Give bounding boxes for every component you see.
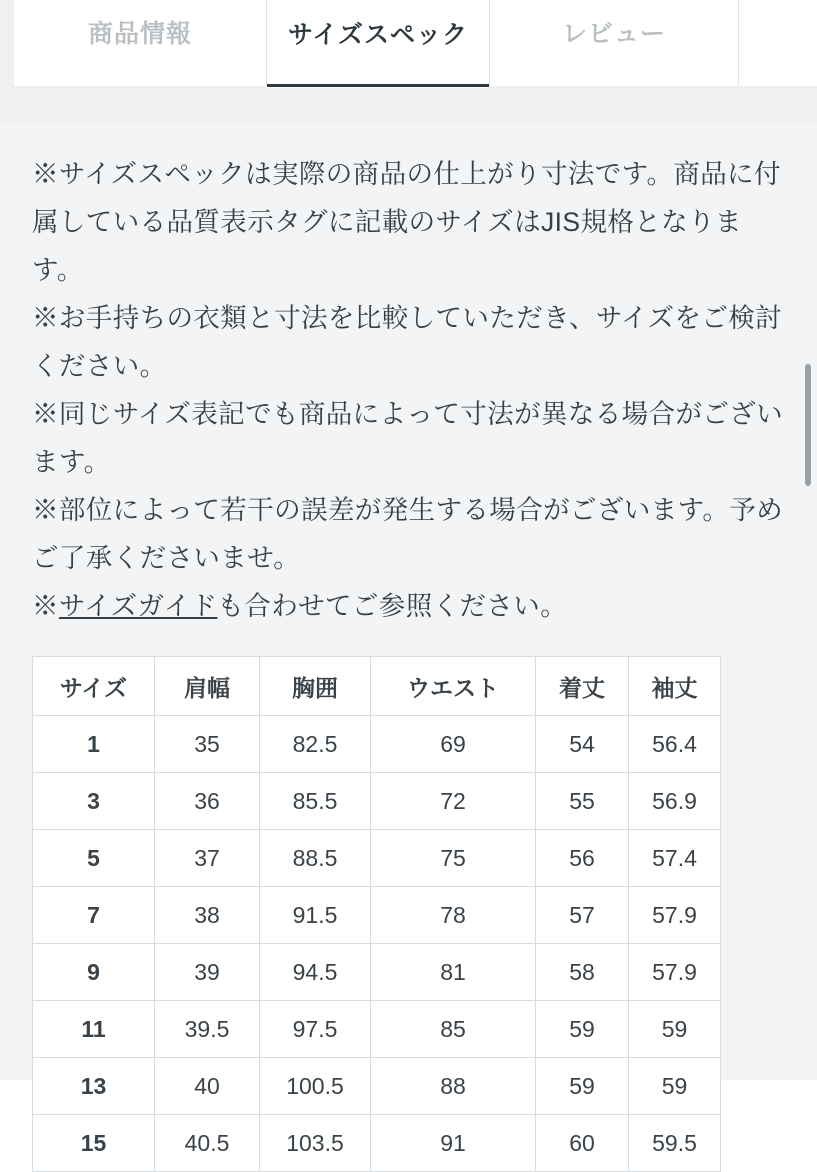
table-row xyxy=(33,773,721,830)
cell-sleeve: 59 xyxy=(629,1058,721,1115)
column-header-size: サイズ xyxy=(33,657,155,716)
note-line-2: ※お手持ちの衣類と寸法を比較していただき、サイズをご検討ください。 xyxy=(32,303,783,381)
cell-bust: 94.5 xyxy=(260,944,371,1001)
cell-length: 60 xyxy=(536,1115,629,1172)
cell-sleeve: 57.4 xyxy=(629,830,721,887)
table-row xyxy=(33,1115,721,1172)
cell-waist: 72 xyxy=(371,773,536,830)
active-tab-indicator xyxy=(267,84,489,87)
cell-size: 15 xyxy=(33,1115,155,1172)
cell-size: 1 xyxy=(33,716,155,773)
cell-bust: 85.5 xyxy=(260,773,371,830)
tab-overflow[interactable] xyxy=(738,0,817,86)
cell-shoulder: 37 xyxy=(155,830,260,887)
tab-bar xyxy=(0,0,817,86)
page-scrollbar-thumb[interactable] xyxy=(805,364,811,486)
cell-shoulder: 40.5 xyxy=(155,1115,260,1172)
cell-bust: 100.5 xyxy=(260,1058,371,1115)
cell-length: 59 xyxy=(536,1001,629,1058)
cell-shoulder: 39.5 xyxy=(155,1001,260,1058)
note-line-5-prefix: ※ xyxy=(32,591,59,621)
column-header-bust: 胸囲 xyxy=(260,657,371,716)
cell-sleeve: 56.9 xyxy=(629,773,721,830)
cell-sleeve: 57.9 xyxy=(629,887,721,944)
column-header-sleeve: 袖丈 xyxy=(629,657,721,716)
size-spec-table xyxy=(32,656,721,1172)
cell-length: 59 xyxy=(536,1058,629,1115)
cell-shoulder: 38 xyxy=(155,887,260,944)
cell-waist: 91 xyxy=(371,1115,536,1172)
tab-size-spec-label: サイズスペック xyxy=(287,21,468,49)
cell-waist: 81 xyxy=(371,944,536,1001)
cell-sleeve: 59.5 xyxy=(629,1115,721,1172)
cell-waist: 88 xyxy=(371,1058,536,1115)
cell-size: 5 xyxy=(33,830,155,887)
table-row xyxy=(33,1001,721,1058)
table-row xyxy=(33,1058,721,1115)
cell-size: 9 xyxy=(33,944,155,1001)
column-header-waist: ウエスト xyxy=(371,657,536,716)
cell-length: 56 xyxy=(536,830,629,887)
cell-sleeve: 59 xyxy=(629,1001,721,1058)
note-line-3: ※同じサイズ表記でも商品によって寸法が異なる場合がございます。 xyxy=(32,399,784,477)
size-spec-panel xyxy=(0,122,817,1156)
note-line-4: ※部位によって若干の誤差が発生する場合がございます。予めご了承くださいませ。 xyxy=(32,495,784,573)
cell-size: 11 xyxy=(33,1001,155,1058)
size-spec-notes xyxy=(32,150,785,630)
cell-shoulder: 35 xyxy=(155,716,260,773)
cell-shoulder: 40 xyxy=(155,1058,260,1115)
size-guide-link[interactable]: サイズガイド xyxy=(58,591,218,621)
cell-length: 54 xyxy=(536,716,629,773)
table-header-row xyxy=(33,657,721,716)
cell-length: 55 xyxy=(536,773,629,830)
column-header-shoulder: 肩幅 xyxy=(155,657,260,716)
cell-length: 58 xyxy=(536,944,629,1001)
cell-shoulder: 36 xyxy=(155,773,260,830)
cell-size: 3 xyxy=(33,773,155,830)
tab-size-spec[interactable] xyxy=(267,0,489,88)
note-line-5-suffix: も合わせてご参照ください。 xyxy=(217,591,568,621)
cell-bust: 97.5 xyxy=(260,1001,371,1058)
cell-size: 13 xyxy=(33,1058,155,1115)
cell-bust: 103.5 xyxy=(260,1115,371,1172)
note-line-5 xyxy=(32,582,785,630)
page-scrollbar[interactable] xyxy=(808,122,814,1080)
note-line-1: ※サイズスペックは実際の商品の仕上がり寸法です。商品に付属している品質表示タグに記載のサイズはJIS規格となります。 xyxy=(32,159,781,285)
tab-product-info[interactable] xyxy=(14,0,267,86)
cell-waist: 85 xyxy=(371,1001,536,1058)
cell-sleeve: 56.4 xyxy=(629,716,721,773)
column-header-length: 着丈 xyxy=(536,657,629,716)
cell-bust: 91.5 xyxy=(260,887,371,944)
cell-sleeve: 57.9 xyxy=(629,944,721,1001)
cell-bust: 82.5 xyxy=(260,716,371,773)
cell-waist: 78 xyxy=(371,887,536,944)
cell-bust: 88.5 xyxy=(260,830,371,887)
table-row xyxy=(33,944,721,1001)
cell-shoulder: 39 xyxy=(155,944,260,1001)
tab-product-info-label: 商品情報 xyxy=(87,20,192,48)
table-row xyxy=(33,716,721,773)
cell-length: 57 xyxy=(536,887,629,944)
cell-waist: 75 xyxy=(371,830,536,887)
tab-review[interactable] xyxy=(489,0,738,86)
cell-size: 7 xyxy=(33,887,155,944)
tab-bar-bottom-strip xyxy=(0,86,817,122)
table-row xyxy=(33,887,721,944)
cell-waist: 69 xyxy=(371,716,536,773)
table-row xyxy=(33,830,721,887)
tab-review-label: レビュー xyxy=(561,20,666,48)
